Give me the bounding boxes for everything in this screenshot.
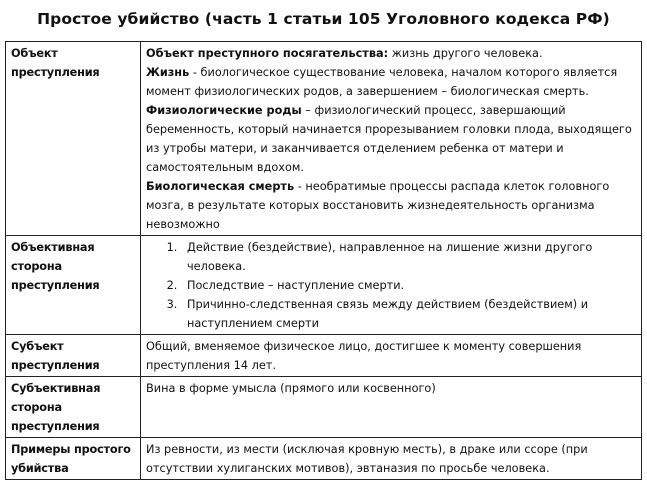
- table-row-objective-side: [6, 236, 642, 335]
- table-row-object: [6, 42, 642, 236]
- list-item: 3. Причинно-следственная связь между действием (бездействием) и наступлением смерти: [181, 295, 636, 333]
- page-title: Простое убийство (часть 1 статьи 105 Уголовного кодекса РФ): [37, 10, 610, 28]
- definition: – физиологический процесс, завершающий беременность, который начинается прорезыванием головки плода, выходящего из утробы матери, и заканчивается отделением ребенка от матери и самостоятельным вдохом.: [146, 104, 632, 174]
- row-label: Объективная сторона преступления: [6, 236, 141, 335]
- row-label: Субъект преступления: [6, 335, 141, 377]
- table-row-subjective-side: [6, 377, 642, 438]
- row-label: Субъективная сторона преступления: [6, 377, 141, 438]
- term: Физиологические роды: [146, 104, 302, 117]
- list-item: 2. Последствие – наступление смерти.: [181, 276, 636, 295]
- numbered-list: [146, 238, 636, 333]
- crime-table: [5, 41, 642, 480]
- row-label: Примеры простого убийства: [6, 438, 141, 480]
- definition: жизнь другого человека.: [388, 47, 543, 60]
- table-row-examples: [6, 438, 642, 480]
- term: Биологическая смерть: [146, 180, 295, 193]
- term: Жизнь: [146, 66, 190, 79]
- definition: - необратимые процессы распада клеток головного мозга, в результате которых восстановить жизнедеятельность организма невозможно: [146, 180, 610, 231]
- row-content: [141, 42, 642, 236]
- paragraph: [146, 101, 636, 177]
- paragraph: [146, 177, 636, 234]
- row-content: Вина в форме умысла (прямого или косвенного): [141, 377, 642, 438]
- row-content: Общий, вменяемое физическое лицо, достигшее к моменту совершения преступления 14 лет.: [141, 335, 642, 377]
- paragraph: [146, 63, 636, 101]
- table-row-subject: [6, 335, 642, 377]
- row-content: Из ревности, из мести (исключая кровную месть), в драке или ссоре (при отсутствии хулиганских мотивов), эвтаназия по просьбе человека.: [141, 438, 642, 480]
- row-content: [141, 236, 642, 335]
- row-label: Объект преступления: [6, 42, 141, 236]
- definition: - биологическое существование человека, началом которого является момент физиологических родов, а завершением – биологическая смерть.: [146, 66, 618, 98]
- paragraph: [146, 44, 636, 63]
- list-item: 1. Действие (бездействие), направленное на лишение жизни другого человека.: [181, 238, 636, 276]
- term: Объект преступного посягательства:: [146, 47, 389, 60]
